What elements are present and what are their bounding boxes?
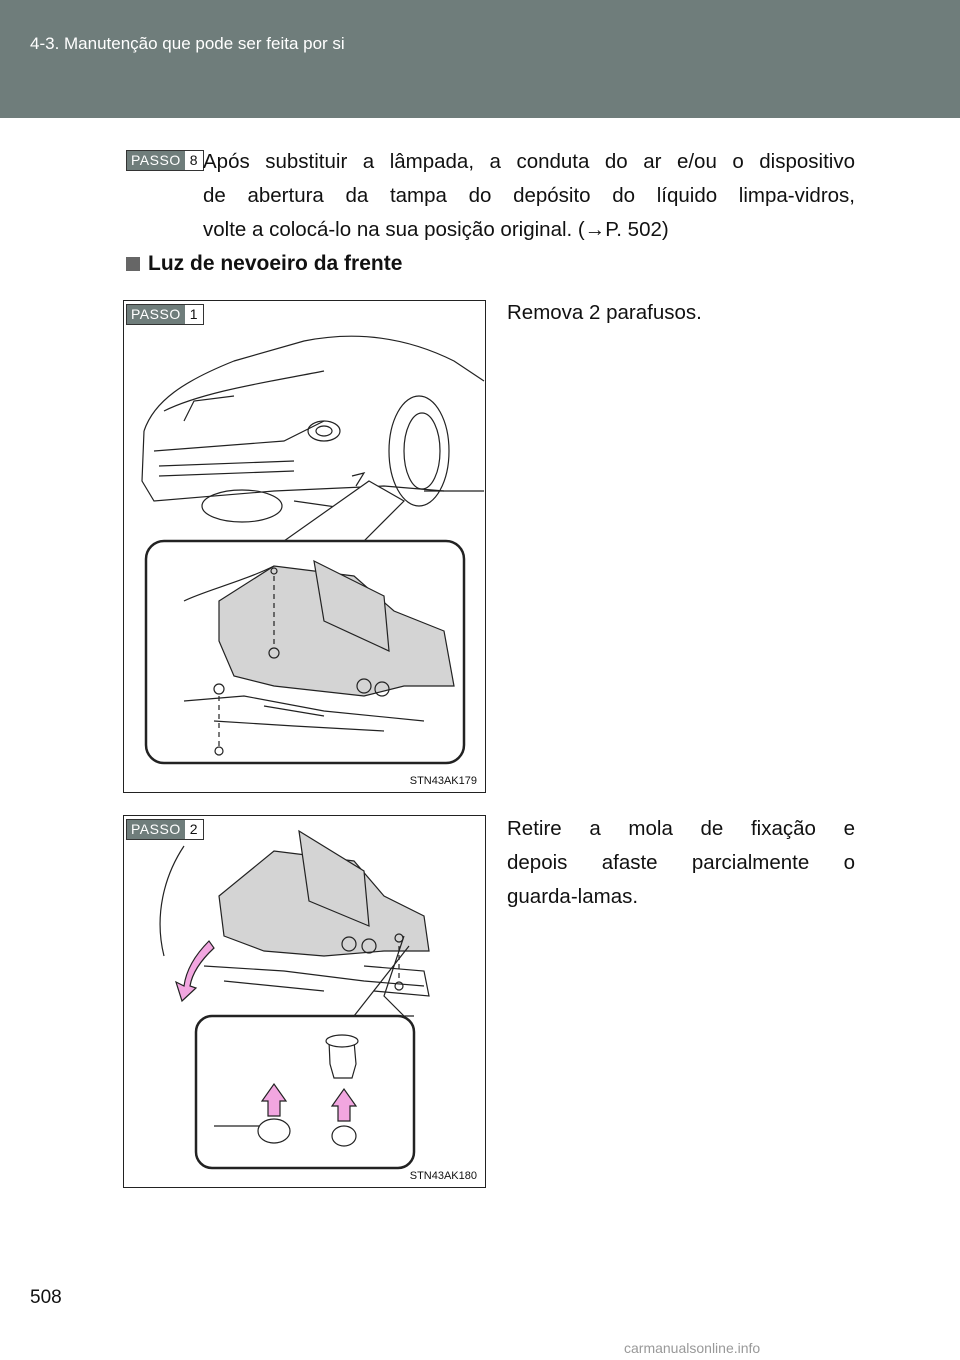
step2-line3: guarda-lamas. [507,885,639,908]
step-badge-word: PASSO [127,151,185,170]
figure-code: STN43AK180 [409,1170,477,1182]
clip-removal-illustration [124,816,487,1189]
step-badge-number: 1 [189,306,198,322]
step-badge-number: 8 [189,152,198,168]
page-header [0,0,960,118]
step8-line1: Após substituir a lâmpada, a conduta do ar e/ou o dispositivo [203,150,855,173]
watermark-text: carmanualsonline.info [624,1340,761,1356]
page-number: 508 [30,1287,62,1308]
step1-text: Remova 2 parafusos. [507,301,702,324]
chapter-title: 4-3. Manutenção que pode ser feita por si [30,34,345,53]
figure-step1 [123,300,486,793]
step8-line2: de abertura da tampa do depósito do líquido limpa-vidros, [203,184,855,207]
step-badge-8 [126,150,204,171]
figure-code: STN43AK179 [409,775,477,787]
figure-step2 [123,815,486,1188]
step2-line2: depois afaste parcialmente o [507,851,855,874]
step2-line1: Retire a mola de fixação e [507,817,855,840]
car-underside-illustration [124,301,487,794]
step-badge-word: PASSO [127,820,185,839]
step-badge-number: 2 [189,821,198,837]
step-badge-1 [126,304,204,325]
section-bullet-icon [126,257,140,271]
section-title: Luz de nevoeiro da frente [148,252,403,275]
step-badge-2 [126,819,204,840]
step-badge-word: PASSO [127,305,185,324]
step8-line3: volte a colocá-lo na sua posição original. (→P. 502) [203,218,669,241]
section-heading [126,252,402,276]
